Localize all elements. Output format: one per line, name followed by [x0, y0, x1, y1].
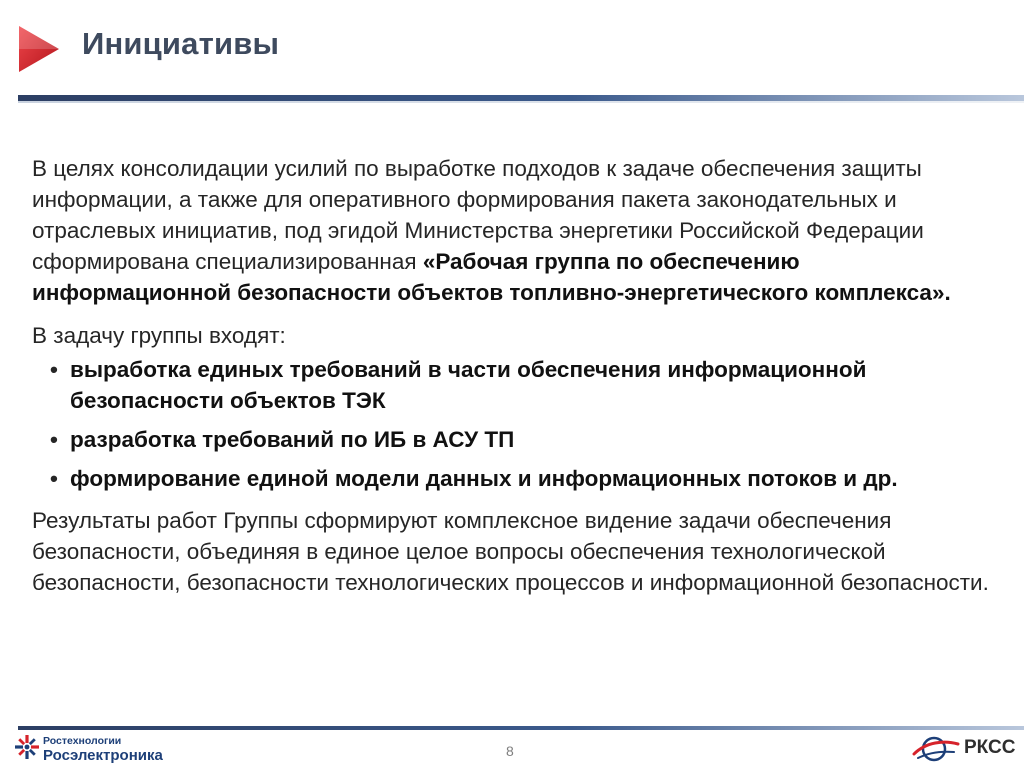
- rkss-logo-text: РКСС: [964, 737, 1016, 758]
- task-text: формирование единой модели данных и информационных потоков и др.: [70, 466, 898, 491]
- task-item: [32, 354, 992, 416]
- rkss-logo: [912, 732, 1016, 766]
- results-paragraph: Результаты работ Группы сформируют комплексное видение задачи обеспечения безопасности, объединяя в единое целое вопросы обеспечения технологической безопасности, безопасности технологических процессов и информационной безопасности.: [32, 508, 989, 595]
- page-number: 8: [506, 743, 514, 759]
- title-arrow-icon: [17, 24, 61, 74]
- task-text: разработка требований по ИБ в АСУ ТП: [70, 427, 515, 452]
- globe-swoosh-icon: [912, 734, 960, 764]
- page-title: Инициативы: [82, 26, 280, 61]
- rostechnologii-logo: [14, 733, 184, 767]
- bullet-icon: •: [50, 357, 58, 382]
- logo-line-2: Росэлектроника: [43, 747, 163, 764]
- intro-paragraph: [32, 153, 992, 308]
- slide-content: [32, 153, 992, 598]
- task-item: [32, 463, 992, 494]
- slide-header: [0, 0, 1024, 104]
- task-list: [32, 354, 992, 494]
- tasks-heading: В задачу группы входят:: [32, 323, 286, 348]
- intro-text: В целях консолидации усилий по выработке подходов к задаче обеспечения защиты информации, а также для оперативного формирования пакета законодательных и отраслевых инициатив, под эгидой Министерства энергетики Российской Федерации сформирована специализированная: [32, 156, 924, 274]
- bullet-icon: •: [50, 466, 58, 491]
- task-text: выработка единых требований в части обеспечения информационной безопасности объектов ТЭК: [70, 357, 867, 413]
- header-divider-shadow: [18, 101, 1024, 103]
- working-group-name: «Рабочая группа по обеспечению информационной безопасности объектов топливно-энергетического комплекса».: [32, 249, 951, 305]
- bullet-icon: •: [50, 427, 58, 452]
- footer-divider: [18, 726, 1024, 730]
- task-item: [32, 424, 992, 455]
- logo-line-1: Ростехнологии: [43, 735, 122, 747]
- star-logo-icon: [14, 734, 40, 760]
